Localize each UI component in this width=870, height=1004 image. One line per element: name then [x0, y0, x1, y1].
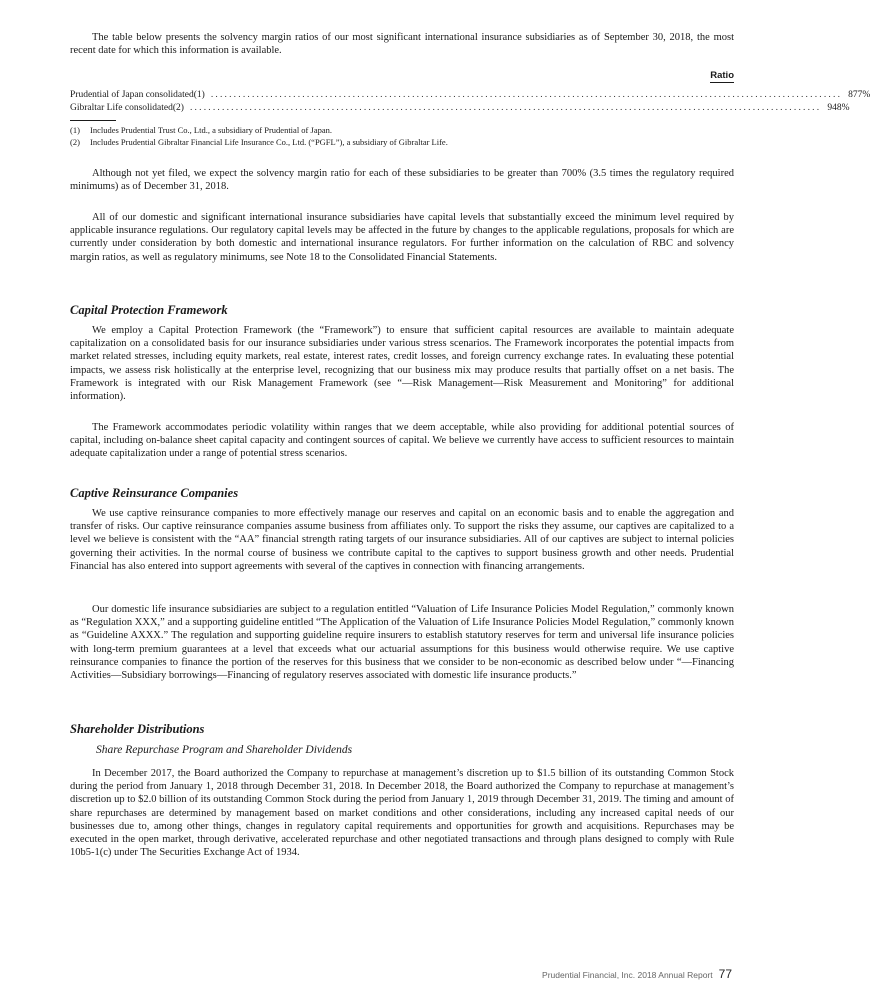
paragraph-framework-1: We employ a Capital Protection Framework (the “Framework”) to ensure that sufficient capital resources are available to maintain adequate capitalization on a consolidated basis for our insurance subsidiaries under various stress scenarios. The Framework incorporates the potential impacts from market related stresses, including equity markets, real estate, interest rates, credit losses, and foreign currency exchange rates. In evaluating these potential impacts, we assess risk holistically at the enterprise level, recognizing that our business mix may produce results that partially offset on a net basis. The Framework is integrated with our Risk Management Framework (see “—Risk Management—Risk Measurement and Monitoring” for additional information). — [70, 325, 734, 403]
leader-dots: .......................................................................................................................................... — [210, 90, 843, 100]
subheading-share-repurchase: Share Repurchase Program and Shareholder Dividends — [96, 744, 353, 756]
paragraph-not-filed: Although not yet filed, we expect the solvency margin ratio for each of these subsidiaries to be greater than 700% (3.5 times the regulatory required minimums) as of December 31, 2018. — [70, 168, 734, 193]
intro-paragraph: The table below presents the solvency margin ratios of our most significant international insurance subsidiaries as of September 30, 2018, the most recent date for which this information is available. — [70, 32, 734, 57]
heading-captive-reinsurance: Captive Reinsurance Companies — [70, 486, 239, 500]
leader-dots: .......................................................................................................................................... — [189, 103, 822, 113]
paragraph-captive-2: Our domestic life insurance subsidiaries are subject to a regulation entitled “Valuation of Life Insurance Policies Model Regulation,” commonly known as “Regulation XXX,” and a supporting guideline entitled “The Application of the Valuation of Life Insurance Policies Model Regulation,” commonly known as “Guideline AXXX.” The regulation and supporting guideline require insurers to establish statutory reserves for term and universal life insurance policies with long-term premium guarantees at a level that exceeds what our actuarial assumptions for this business would otherwise require. We use captive reinsurance companies to finance the portion of the reserves for this business that we consider to be non-economic as described below under “—Financing Activities—Subsidiary borrowings—Financing of regulatory reserves associated with domestic life insurance products.” — [70, 604, 734, 682]
footnote: (1) Includes Prudential Trust Co., Ltd., a subsidiary of Prudential of Japan. — [70, 125, 332, 135]
row-value: 948% — [827, 103, 850, 113]
table-header-ratio: Ratio — [710, 70, 734, 81]
row-label: Prudential of Japan consolidated(1) — [70, 90, 205, 100]
table-row — [70, 102, 850, 115]
footer-title: Prudential Financial, Inc. 2018 Annual Report — [542, 970, 713, 980]
heading-shareholder-distributions: Shareholder Distributions — [70, 722, 205, 736]
solvency-table — [70, 89, 870, 115]
paragraph-share-repurchase: In December 2017, the Board authorized the Company to repurchase at management’s discretion up to $1.5 billion of its outstanding Common Stock during the period from January 1, 2018 through December 31, 2018. In December 2018, the Board authorized the Company to repurchase at management’s discretion up to $2.0 billion of its outstanding Common Stock during the period from January 1, 2019 through December 31, 2019. The timing and amount of share repurchases are determined by management based on market conditions and other considerations, including any increased capital needs of our businesses due to, among other things, changes in regulatory capital requirements and opportunities for growth and acquisitions. Repurchases may be executed in the open market, through derivative, accelerated repurchase and other negotiated transactions and through plans designed to comply with Rule 10b5-1(c) under The Securities Exchange Act of 1934. — [70, 768, 734, 859]
footnotes — [70, 124, 734, 148]
paragraph-captive-1: We use captive reinsurance companies to more effectively manage our reserves and capital on an economic basis and to enable the aggregation and transfer of risks. Our captive reinsurance companies assume business from affiliates only. To support the risks they assume, our captives are capitalized to a level we believe is consistent with the “AA” financial strength rating targets of our insurance subsidiaries. All of our captives are subject to internal policies governing their activities. In the normal course of business we contribute capital to the captives to support business growth and other needs. Prudential Financial has also entered into support agreements with several of the captives in connection with financing arrangements. — [70, 508, 734, 572]
paragraph-capital-levels: All of our domestic and significant international insurance subsidiaries have capital levels that substantially exceed the minimum level required by applicable insurance regulations. Our regulatory capital levels may be affected in the future by changes to the applicable regulations, proposals for which are currently under consideration by both domestic and international insurance regulators. For further information on the calculation of RBC and solvency margin ratios, as well as regulatory minimums, see Note 18 to the Consolidated Financial Statements. — [70, 212, 734, 263]
page-number: 77 — [718, 967, 732, 981]
row-label: Gibraltar Life consolidated(2) — [70, 103, 184, 113]
page-footer — [542, 967, 732, 981]
table-row — [70, 89, 870, 102]
footnote-rule — [70, 120, 116, 121]
footnote: (2) Includes Prudential Gibraltar Financial Life Insurance Co., Ltd. (“PGFL”), a subsidiary of Gibraltar Life. — [70, 137, 448, 147]
paragraph-framework-2: The Framework accommodates periodic volatility within ranges that we deem acceptable, while also providing for additional potential sources of capital, including on-balance sheet capital capacity and contingent sources of capital. We believe we currently have access to sufficient resources to maintain adequate capitalization under a range of potential stress scenarios. — [70, 422, 734, 460]
heading-capital-protection-framework: Capital Protection Framework — [70, 303, 228, 317]
row-value: 877% — [848, 90, 870, 100]
